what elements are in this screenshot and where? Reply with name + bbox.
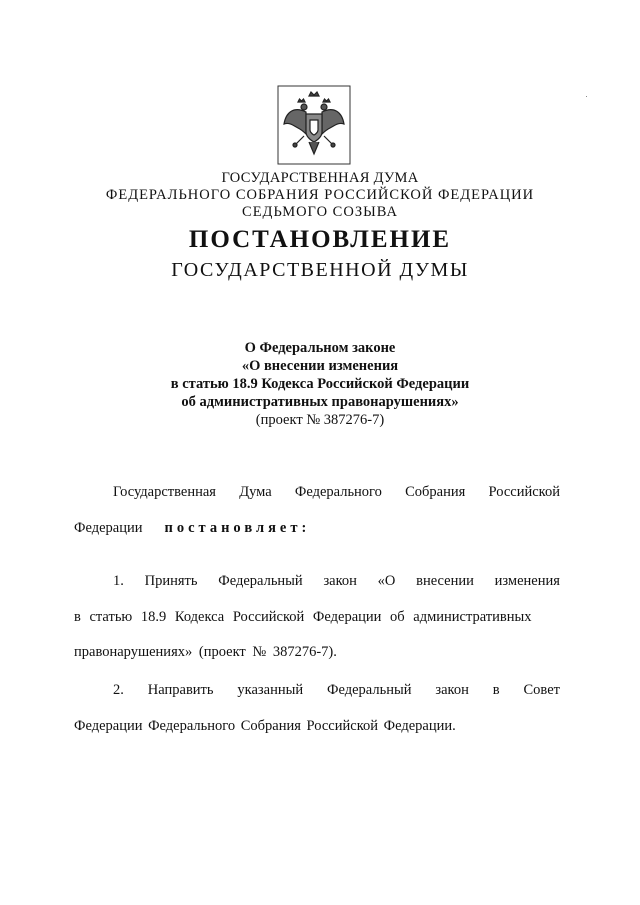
item-word: Федеральный — [218, 573, 303, 589]
item-word: Принять — [144, 573, 198, 589]
item-1-line: правонарушениях» (проект № 387276-7). — [74, 644, 337, 660]
item-word: «О — [377, 573, 396, 589]
item-number: 2. — [113, 682, 124, 698]
item-1-line: в статью 18.9 Кодекса Российской Федерации об административных — [74, 609, 532, 625]
document-type-title: ПОСТАНОВЛЕНИЕ — [188, 226, 452, 253]
item-word: Направить — [147, 682, 214, 698]
header-assembly: ФЕДЕРАЛЬНОГО СОБРАНИЯ РОССИЙСКОЙ ФЕДЕРАЦИИ — [105, 187, 535, 203]
item-1-line — [113, 572, 560, 590]
item-word: закон — [435, 682, 469, 698]
preamble-word: Федерации — [74, 520, 143, 536]
preamble-line — [74, 519, 560, 537]
subject-line: «О внесении изменения — [241, 358, 399, 374]
preamble-line — [113, 483, 560, 501]
item-word: Совет — [523, 682, 560, 698]
subject-line: об административных правонарушениях» — [181, 394, 459, 410]
subject-project-number: (проект № 387276-7) — [255, 412, 385, 428]
item-word: закон — [323, 573, 357, 589]
subject-line: О Федеральном законе — [244, 340, 396, 356]
decree-word: постановляет: — [164, 520, 311, 536]
preamble-word: Собрания — [405, 484, 466, 500]
preamble-word: Государственная — [113, 484, 216, 500]
scan-speck — [586, 96, 587, 97]
item-word: в — [492, 682, 500, 698]
item-number: 1. — [113, 573, 124, 589]
document-body — [74, 0, 560, 905]
subject-line: в статью 18.9 Кодекса Российской Федерации — [170, 376, 470, 392]
header-parliament: ГОСУДАРСТВЕННАЯ ДУМА — [221, 170, 419, 186]
item-2-line — [113, 681, 560, 699]
preamble-word: Дума — [239, 484, 272, 500]
item-word: Федеральный — [327, 682, 412, 698]
item-word: указанный — [237, 682, 304, 698]
item-word: внесении — [416, 573, 474, 589]
header-convocation: СЕДЬМОГО СОЗЫВА — [242, 204, 398, 220]
preamble-word: Российской — [488, 484, 560, 500]
preamble-word: Федерального — [294, 484, 382, 500]
document-issuer: ГОСУДАРСТВЕННОЙ ДУМЫ — [171, 259, 469, 281]
item-word: изменения — [494, 573, 560, 589]
item-2-line: Федерации Федерального Собрания Российской Федерации. — [74, 718, 456, 734]
